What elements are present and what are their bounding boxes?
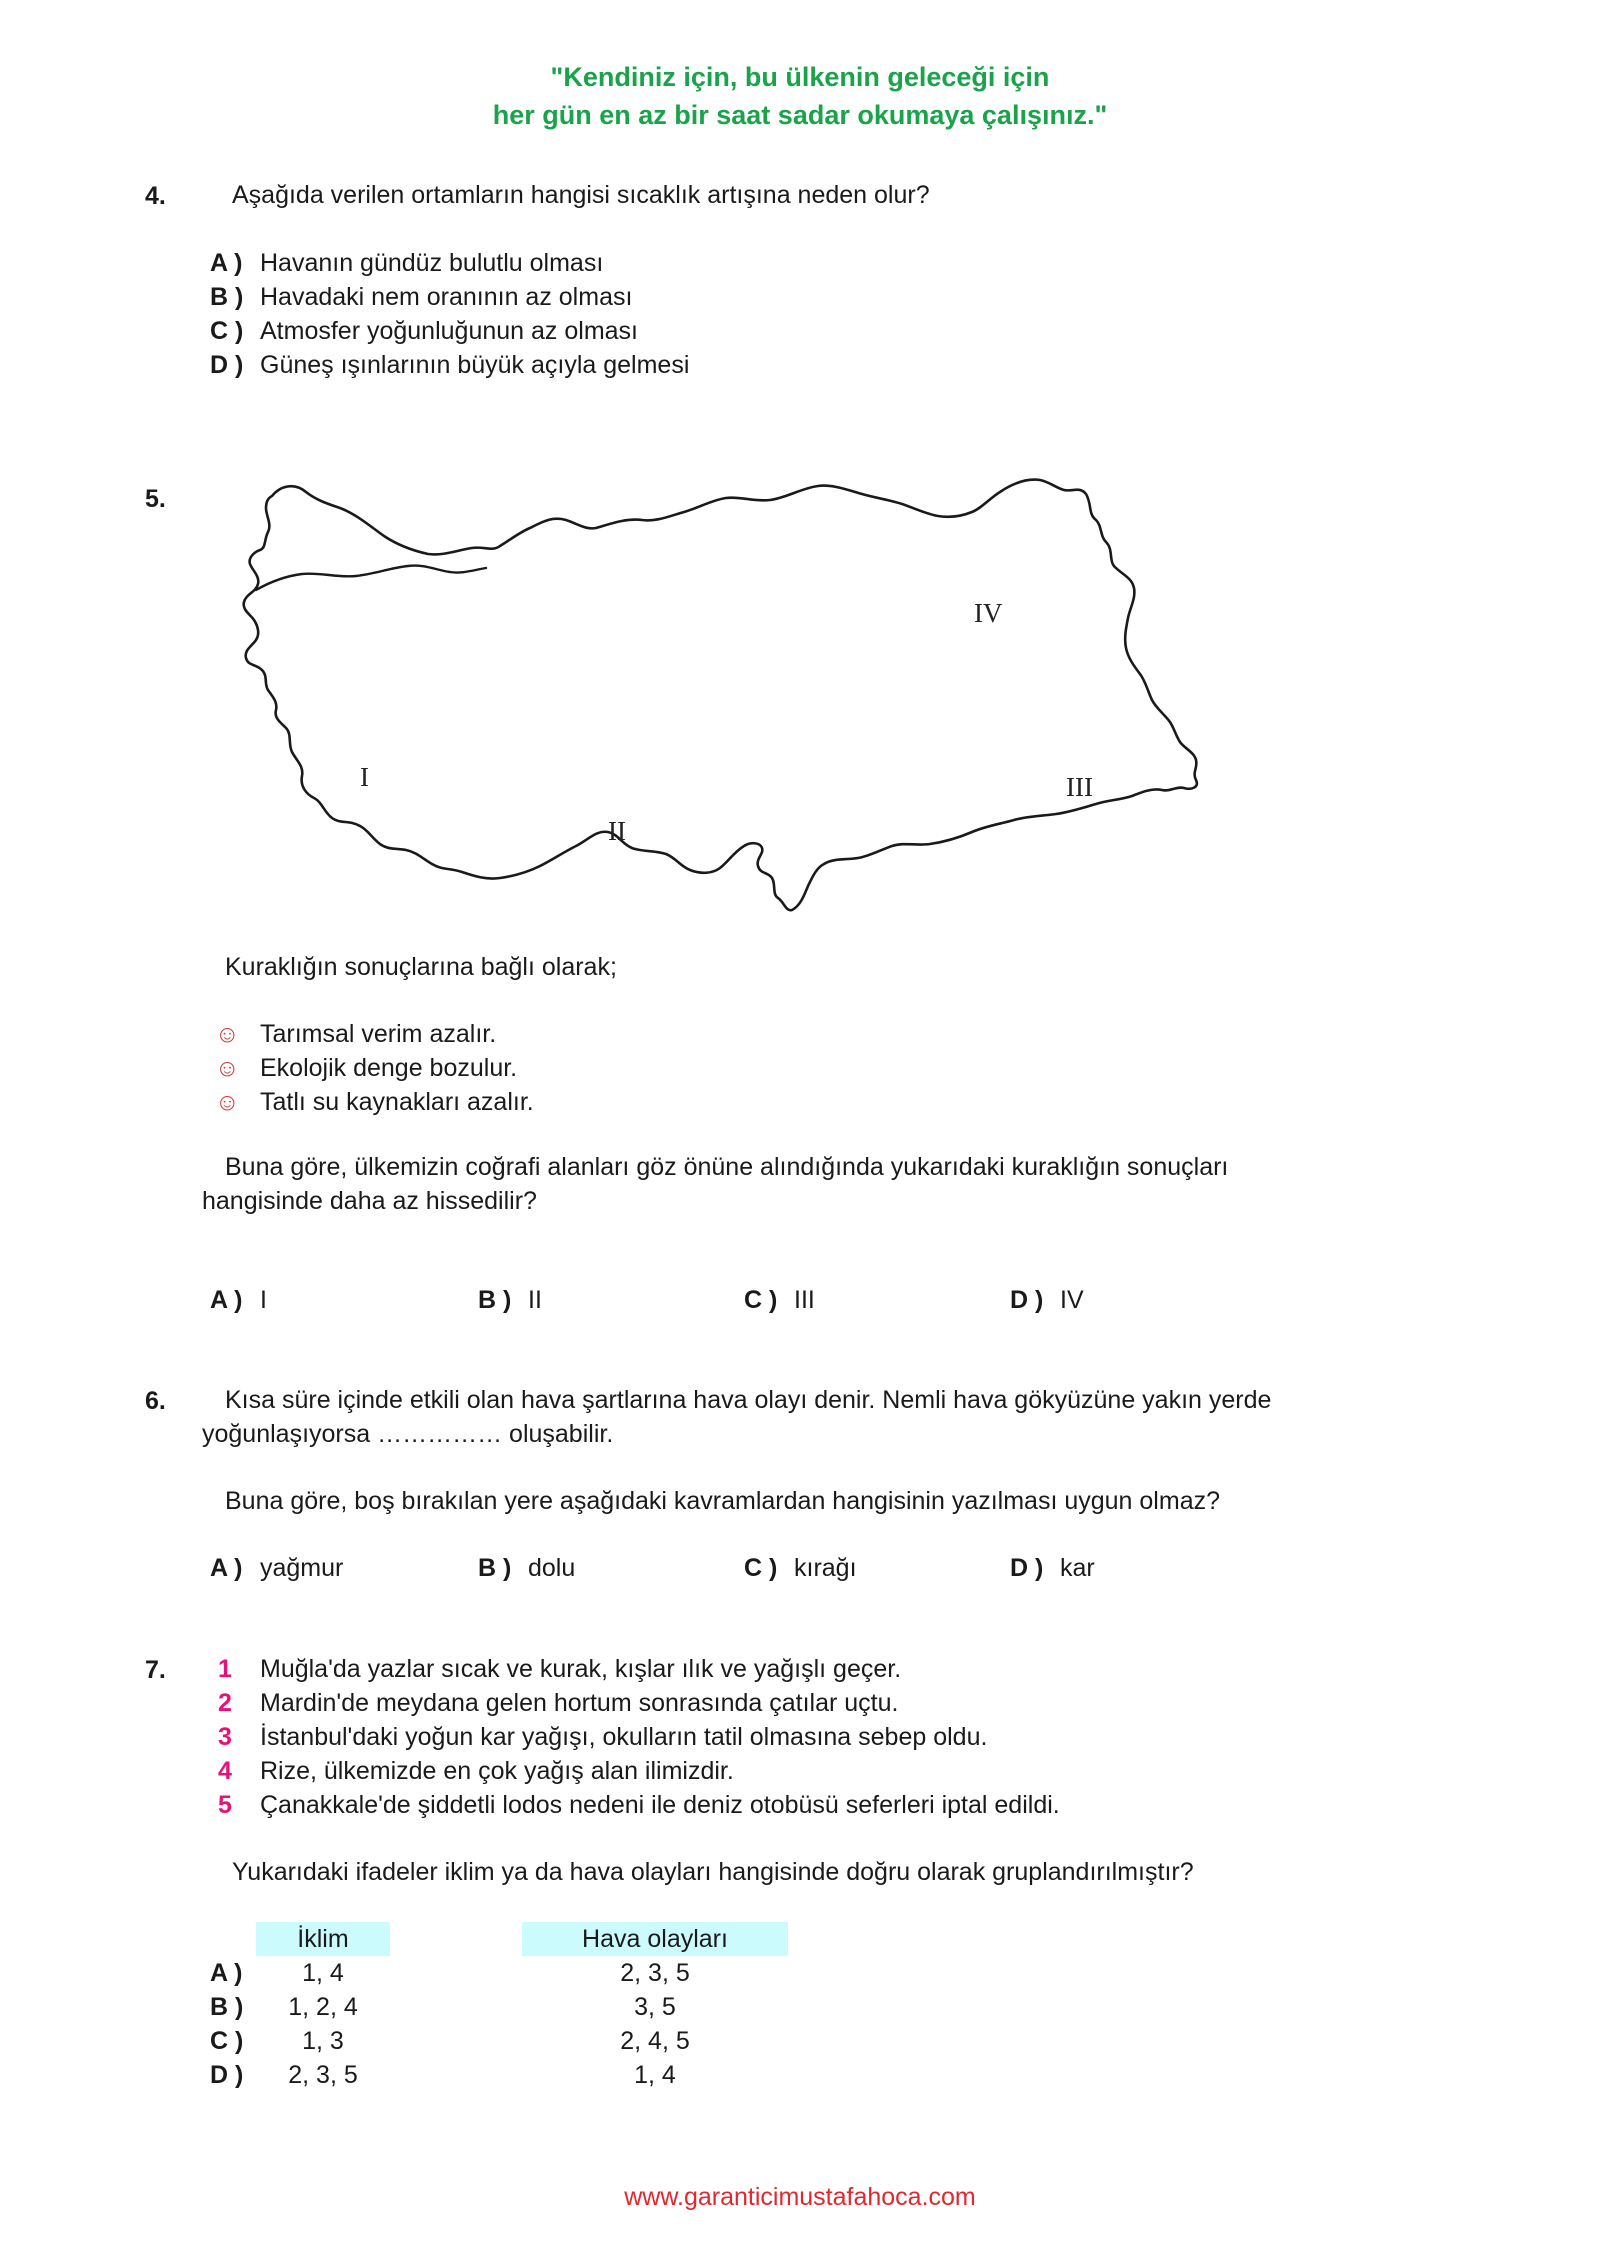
q7-statement-2	[218, 1686, 898, 1720]
q7-option-b-letter: B )	[210, 1993, 244, 2021]
q5-option-d[interactable]	[1010, 1283, 1084, 1317]
q5-bullet-3-text: Tatlı su kaynakları azalır.	[260, 1088, 534, 1116]
q4-option-d[interactable]	[210, 348, 689, 382]
q7-statement-4-text: Rize, ülkemizde en çok yağış alan ilimizdir.	[260, 1757, 734, 1785]
q7-question: Yukarıdaki ifadeler iklim ya da hava olayları hangisinde doğru olarak gruplandırılmıştır?	[232, 1858, 1194, 1886]
map-label-iii: III	[1066, 772, 1093, 802]
q4-option-c-text: Atmosfer yoğunluğunun az olması	[260, 317, 638, 345]
q7-option-b-hava: 3, 5	[634, 1993, 676, 2021]
q6-option-d-text: kar	[1060, 1554, 1095, 1582]
q4-option-a-text: Havanın gündüz bulutlu olması	[260, 249, 604, 277]
q5-number: 5.	[145, 485, 166, 513]
q5-option-a-letter: A )	[210, 1286, 243, 1314]
q5-bullet-2-text: Ekolojik denge bozulur.	[260, 1054, 518, 1082]
map-label-ii: II	[608, 816, 626, 846]
q4-option-c-letter: C )	[210, 317, 244, 345]
q5-intro: Kuraklığın sonuçlarına bağlı olarak;	[225, 953, 617, 981]
q6-option-b[interactable]	[478, 1551, 575, 1585]
q4-option-c[interactable]	[210, 314, 638, 348]
q4-stem: Aşağıda verilen ortamların hangisi sıcaklık artışına neden olur?	[232, 181, 930, 209]
q6-line-2: yoğunlaşıyorsa …………… oluşabilir.	[202, 1420, 614, 1448]
q5-question-line-1: Buna göre, ülkemizin coğrafi alanları göz önüne alındığında yukarıdaki kuraklığın sonuçları	[225, 1153, 1229, 1181]
q6-option-a-text: yağmur	[260, 1554, 344, 1582]
q7-statement-5-text: Çanakkale'de şiddetli lodos nedeni ile deniz otobüsü seferleri iptal edildi.	[260, 1791, 1060, 1819]
q7-statement-5-number: 5	[218, 1791, 232, 1819]
q5-option-b-text: II	[528, 1286, 542, 1314]
q4-option-d-text: Güneş ışınlarının büyük açıyla gelmesi	[260, 351, 690, 379]
q6-number: 6.	[145, 1387, 166, 1415]
q7-option-a-letter: A )	[210, 1959, 243, 1987]
q4-option-b[interactable]	[210, 280, 632, 314]
turkey-outline	[244, 480, 1197, 911]
q5-option-c-letter: C )	[744, 1286, 778, 1314]
q7-option-c-hava: 2, 4, 5	[620, 2027, 690, 2055]
q7-statement-1-number: 1	[218, 1655, 232, 1683]
q6-option-c-text: kırağı	[794, 1554, 857, 1582]
map-label-i: I	[360, 762, 369, 792]
q5-option-b-letter: B )	[478, 1286, 512, 1314]
q7-option-c-letter: C )	[210, 2027, 244, 2055]
q4-option-b-text: Havadaki nem oranının az olması	[260, 283, 633, 311]
marmara-coast-line	[256, 566, 486, 590]
turkey-map	[230, 470, 1310, 930]
q7-option-d[interactable]	[210, 2058, 810, 2092]
q4-option-b-letter: B )	[210, 283, 244, 311]
q7-option-b[interactable]	[210, 1990, 810, 2024]
smiley-icon: ☺	[215, 1089, 240, 1116]
q6-option-a[interactable]	[210, 1551, 343, 1585]
q5-question-line-2: hangisinde daha az hissedilir?	[202, 1187, 537, 1215]
q5-bullet-2	[215, 1051, 517, 1086]
q7-statement-3	[218, 1720, 987, 1754]
q6-option-c-letter: C )	[744, 1554, 778, 1582]
q7-option-d-letter: D )	[210, 2061, 244, 2089]
q5-option-d-text: IV	[1060, 1286, 1084, 1314]
motto-line-1: "Kendiniz için, bu ülkenin geleceği için	[550, 62, 1050, 92]
q7-option-a-hava: 2, 3, 5	[620, 1959, 690, 1987]
footer-website-link[interactable]: www.garanticimustafahoca.com	[624, 2183, 976, 2211]
q5-bullet-1-text: Tarımsal verim azalır.	[260, 1020, 497, 1048]
q7-statement-4-number: 4	[218, 1757, 232, 1785]
q4-number: 4.	[145, 182, 166, 210]
smiley-icon: ☺	[215, 1021, 240, 1048]
q7-statement-5	[218, 1788, 1060, 1822]
q6-option-c[interactable]	[744, 1551, 857, 1585]
q5-bullet-3	[215, 1085, 534, 1120]
q5-option-b[interactable]	[478, 1283, 542, 1317]
q7-statement-3-text: İstanbul'daki yoğun kar yağışı, okulların tatil olmasına sebep oldu.	[260, 1723, 988, 1751]
q6-option-d-letter: D )	[1010, 1554, 1044, 1582]
q7-statement-3-number: 3	[218, 1723, 232, 1751]
q7-statement-4	[218, 1754, 734, 1788]
q6-question: Buna göre, boş bırakılan yere aşağıdaki kavramlardan hangisinin yazılması uygun olmaz?	[225, 1487, 1220, 1515]
q7-option-b-iklim: 1, 2, 4	[288, 1993, 358, 2021]
q7-column-header-hava-olaylari: Hava olayları	[522, 1922, 788, 1956]
q5-option-d-letter: D )	[1010, 1286, 1044, 1314]
q6-line-1: Kısa süre içinde etkili olan hava şartlarına hava olayı denir. Nemli hava gökyüzüne yakın yerde	[225, 1386, 1272, 1414]
q4-option-d-letter: D )	[210, 351, 244, 379]
q7-option-a[interactable]	[210, 1956, 810, 1990]
q7-option-d-hava: 1, 4	[634, 2061, 676, 2089]
q7-number: 7.	[145, 1656, 166, 1684]
q5-bullet-1	[215, 1017, 496, 1052]
q5-option-a-text: I	[260, 1286, 267, 1314]
map-label-iv: IV	[974, 598, 1003, 628]
q7-statement-2-number: 2	[218, 1689, 232, 1717]
q7-statement-2-text: Mardin'de meydana gelen hortum sonrasında çatılar uçtu.	[260, 1689, 899, 1717]
q6-option-b-text: dolu	[528, 1554, 576, 1582]
motto-line-2: her gün en az bir saat sadar okumaya çalışınız."	[492, 100, 1108, 130]
q4-option-a-letter: A )	[210, 249, 243, 277]
q5-option-c-text: III	[794, 1286, 815, 1314]
q5-option-a[interactable]	[210, 1283, 267, 1317]
q7-option-c-iklim: 1, 3	[302, 2027, 344, 2055]
q5-option-c[interactable]	[744, 1283, 815, 1317]
q7-statement-1-text: Muğla'da yazlar sıcak ve kurak, kışlar ılık ve yağışlı geçer.	[260, 1655, 902, 1683]
q7-option-c[interactable]	[210, 2024, 810, 2058]
smiley-icon: ☺	[215, 1055, 240, 1082]
q7-option-a-iklim: 1, 4	[302, 1959, 344, 1987]
q7-option-d-iklim: 2, 3, 5	[288, 2061, 358, 2089]
q7-column-header-iklim: İklim	[256, 1922, 390, 1956]
q6-option-d[interactable]	[1010, 1551, 1095, 1585]
q6-option-a-letter: A )	[210, 1554, 243, 1582]
q7-statement-1	[218, 1652, 901, 1686]
q4-option-a[interactable]	[210, 246, 603, 280]
q6-option-b-letter: B )	[478, 1554, 512, 1582]
